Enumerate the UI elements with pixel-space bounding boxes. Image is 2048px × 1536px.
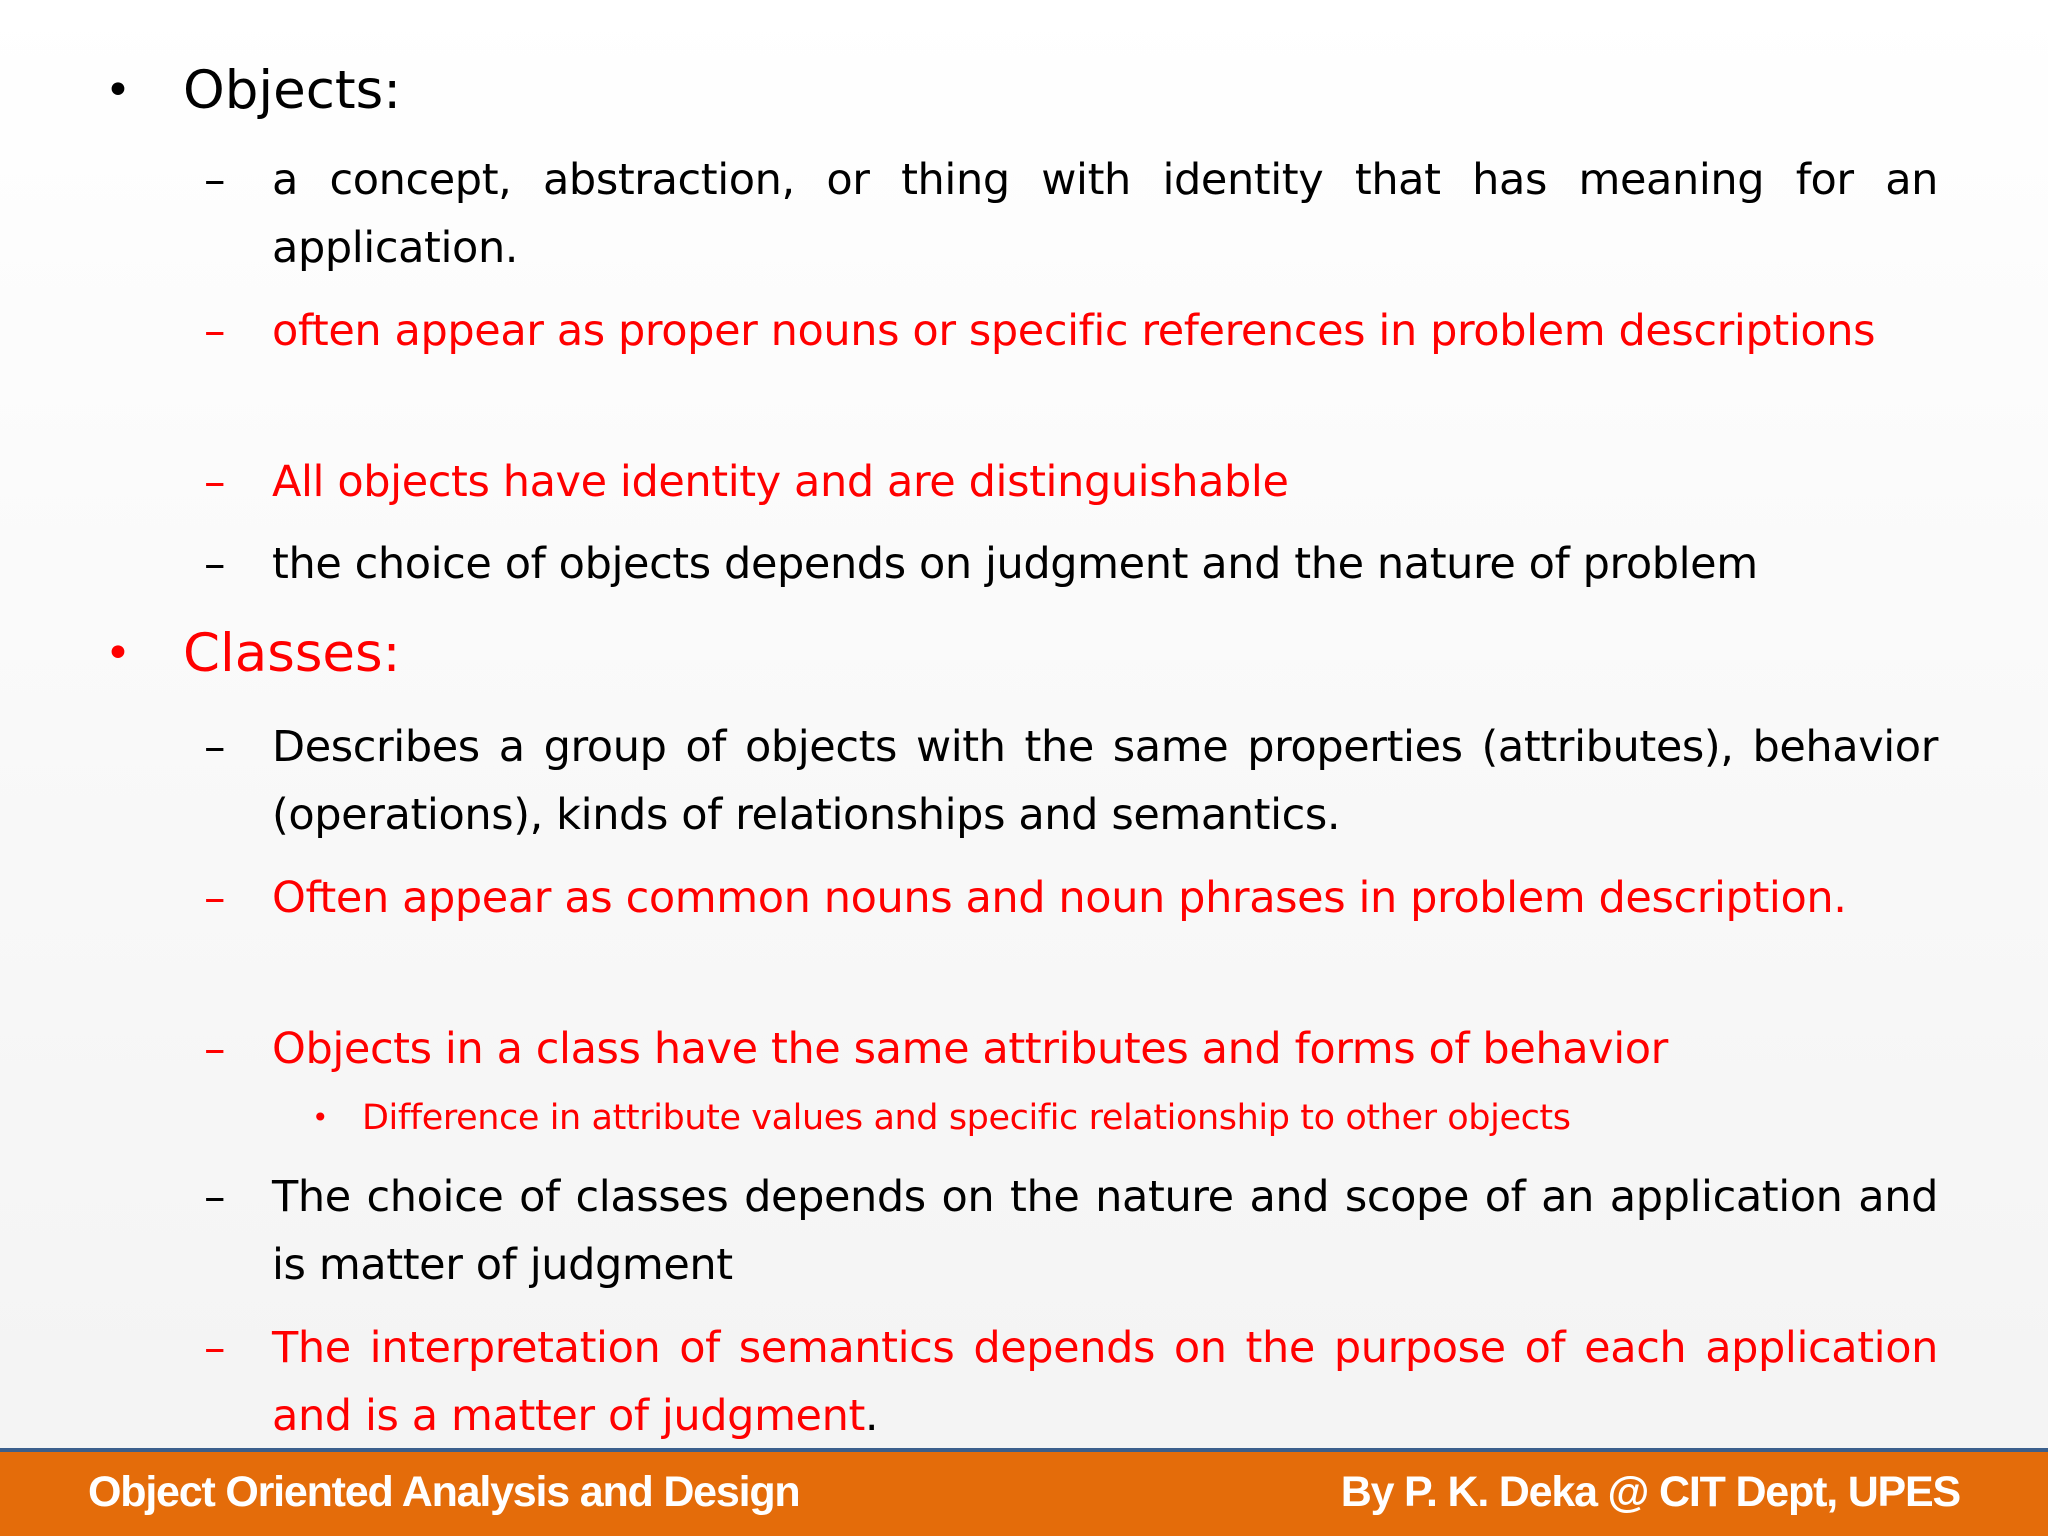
classes-item-choice [204, 1163, 1938, 1299]
item-text: Difference in attribute values and specific relationship to other objects [362, 1098, 1571, 1138]
footer-course-title: Object Oriented Analysis and Design [88, 1468, 800, 1516]
footer-bar [0, 1448, 2048, 1536]
item-text: The choice of classes depends on the nature and scope of an application and is matter of judgment [272, 1172, 1938, 1290]
dash-icon: – [204, 539, 226, 589]
dash-icon: – [204, 457, 226, 507]
objects-item-identity [204, 448, 1938, 516]
item-text: The interpretation of semantics depends on the purpose of each application and is a matter of judgment [272, 1323, 1938, 1441]
classes-subitem-difference [312, 1093, 1922, 1143]
trailing-period: . [864, 1391, 879, 1441]
objects-item-definition [204, 146, 1938, 282]
item-text: a concept, abstraction, or thing with identity that has meaning for an application. [272, 155, 1938, 273]
dash-icon: – [204, 722, 226, 772]
bullet-icon: • [312, 1101, 329, 1134]
objects-item-choice [204, 530, 1938, 598]
heading-text: Objects: [183, 60, 402, 121]
dash-icon: – [204, 873, 226, 923]
dash-icon: – [204, 1024, 226, 1074]
bullet-icon: • [105, 65, 131, 116]
dash-icon: – [204, 1323, 226, 1373]
dash-icon: – [204, 306, 226, 356]
classes-item-definition [204, 713, 1938, 849]
bullet-icon: • [105, 628, 131, 679]
dash-icon: – [204, 1172, 226, 1222]
heading-text: Classes: [183, 623, 401, 684]
classes-item-semantics [204, 1314, 1938, 1450]
heading-objects [105, 52, 402, 130]
item-text: Often appear as common nouns and noun phrases in problem description. [272, 873, 1847, 923]
item-text: often appear as proper nouns or specific references in problem descriptions [272, 306, 1876, 356]
item-text: All objects have identity and are distinguishable [272, 457, 1289, 507]
item-text: the choice of objects depends on judgment and the nature of problem [272, 539, 1758, 589]
item-text: Objects in a class have the same attributes and forms of behavior [272, 1024, 1668, 1074]
classes-item-common-nouns [204, 864, 1938, 932]
objects-item-proper-nouns [204, 297, 1938, 365]
heading-classes [105, 615, 401, 693]
dash-icon: – [204, 155, 226, 205]
footer-author: By P. K. Deka @ CIT Dept, UPES [1340, 1468, 1960, 1516]
classes-item-same-attributes [204, 1015, 1938, 1083]
item-text: Describes a group of objects with the same properties (attributes), behavior (operations), kinds of relationships and semantics. [272, 722, 1938, 840]
